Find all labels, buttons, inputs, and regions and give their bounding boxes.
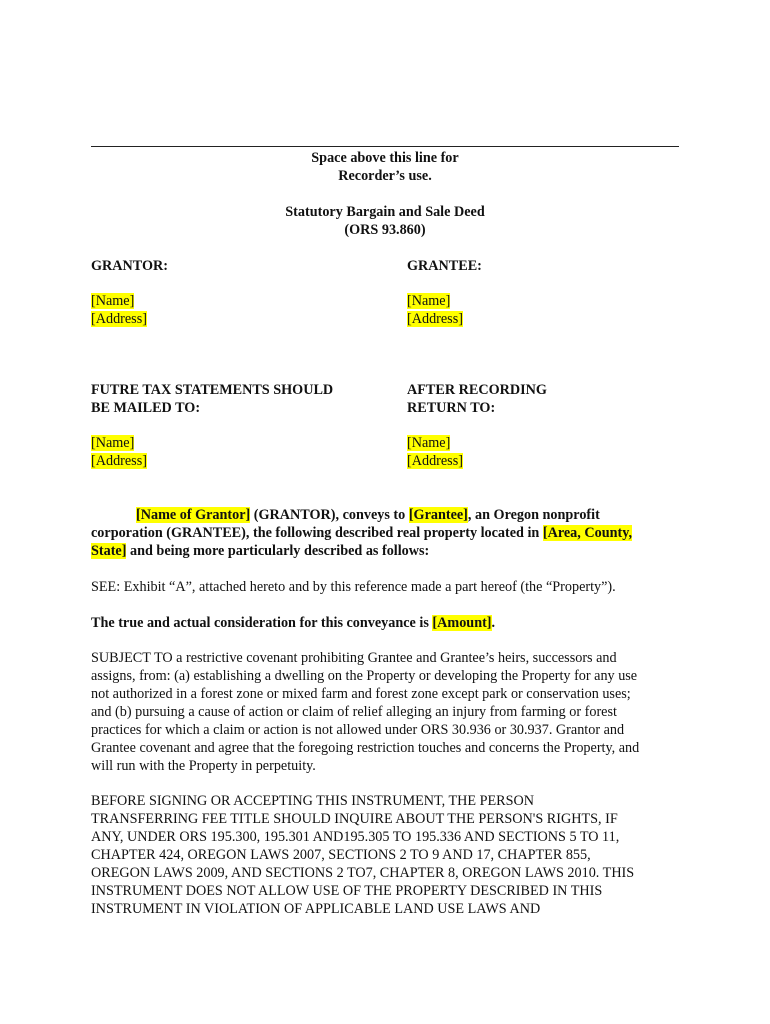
consideration-end: . — [491, 615, 496, 631]
grantor-heading: GRANTOR: — [91, 258, 168, 274]
recorder-divider-line — [91, 146, 679, 147]
area-field-part-1: [Area, County, — [542, 525, 633, 541]
subject-to-line: not authorized in a forest zone or mixed farm and forest zone except park or conservation uses; — [91, 686, 631, 702]
before-signing-line: CHAPTER 424, OREGON LAWS 2007, SECTIONS 2 TO 9 AND 17, CHAPTER 855, — [91, 847, 591, 863]
tax-statements-section — [91, 381, 381, 470]
conveyance-text-2: , an Oregon nonprofit — [467, 507, 600, 523]
area-field-part-2: State] — [91, 543, 127, 559]
document-title-line-2: (ORS 93.860) — [344, 222, 426, 238]
grantee-name-field: [Grantee] — [408, 507, 468, 523]
recorder-note-line-2: Recorder’s use. — [338, 168, 432, 184]
grantor-name-field: [Name of Grantor] — [136, 507, 251, 523]
recorder-note-line-1: Space above this line for — [311, 150, 459, 166]
document-title-line-1: Statutory Bargain and Sale Deed — [285, 204, 485, 220]
tax-name-placeholder: [Name] — [91, 435, 135, 451]
after-recording-heading-line-1: AFTER RECORDING — [407, 382, 547, 398]
amount-field: [Amount] — [432, 615, 492, 631]
see-exhibit-text: SEE: Exhibit “A”, attached hereto and by this reference made a part hereof (the “Property”). — [91, 579, 616, 595]
document-title — [185, 203, 585, 239]
conveyance-text-1: (GRANTOR), conveys to — [250, 507, 409, 523]
before-signing-line: TRANSFERRING FEE TITLE SHOULD INQUIRE ABOUT THE PERSON'S RIGHTS, IF — [91, 811, 618, 827]
subject-to-paragraph — [91, 649, 681, 775]
after-recording-heading-line-2: RETURN TO: — [407, 400, 496, 416]
return-address-placeholder: [Address] — [407, 453, 463, 469]
before-signing-line: BEFORE SIGNING OR ACCEPTING THIS INSTRUMENT, THE PERSON — [91, 793, 534, 809]
before-signing-line: ANY, UNDER ORS 195.300, 195.301 AND195.305 TO 195.336 AND SECTIONS 5 TO 11, — [91, 829, 620, 845]
tax-address-placeholder: [Address] — [91, 453, 147, 469]
grantor-section — [91, 257, 381, 328]
after-recording-section — [407, 381, 679, 470]
subject-to-line: practices for which a claim or action is not allowed under ORS 30.936 or 30.937. Grantor and — [91, 722, 625, 738]
conveyance-text-line-2: corporation (GRANTEE), the following described real property located in — [91, 525, 543, 541]
before-signing-line: OREGON LAWS 2009, AND SECTIONS 2 TO7, CHAPTER 8, OREGON LAWS 2010. THIS — [91, 865, 635, 881]
subject-to-line: and (b) pursuing a cause of action or claim of relief alleging an injury from farming or forest — [91, 704, 617, 720]
grantee-section — [407, 257, 679, 328]
grantee-address-placeholder: [Address] — [407, 311, 463, 327]
grantee-heading: GRANTEE: — [407, 258, 482, 274]
tax-statements-heading-line-2: BE MAILED TO: — [91, 400, 201, 416]
consideration-paragraph — [91, 614, 681, 632]
grantee-name-placeholder: [Name] — [407, 293, 451, 309]
conveyance-text-3: and being more particularly described as follows: — [126, 543, 430, 559]
subject-to-line: SUBJECT TO a restrictive covenant prohibiting Grantee and Grantee’s heirs, successors and — [91, 650, 617, 666]
subject-to-line: will run with the Property in perpetuity. — [91, 758, 316, 774]
recorder-note — [235, 149, 535, 185]
see-exhibit-paragraph — [91, 578, 681, 596]
tax-statements-heading-line-1: FUTRE TAX STATEMENTS SHOULD — [91, 382, 334, 398]
before-signing-line: INSTRUMENT IN VIOLATION OF APPLICABLE LAND USE LAWS AND — [91, 901, 541, 917]
subject-to-line: Grantee covenant and agree that the foregoing restriction touches and concerns the Property, and — [91, 740, 640, 756]
conveyance-paragraph — [91, 506, 681, 560]
return-name-placeholder: [Name] — [407, 435, 451, 451]
consideration-text: The true and actual consideration for this conveyance is — [91, 615, 433, 631]
before-signing-paragraph — [91, 792, 681, 918]
before-signing-line: INSTRUMENT DOES NOT ALLOW USE OF THE PROPERTY DESCRIBED IN THIS — [91, 883, 603, 899]
grantor-name-placeholder: [Name] — [91, 293, 135, 309]
grantor-address-placeholder: [Address] — [91, 311, 147, 327]
subject-to-line: assigns, from: (a) establishing a dwelling on the Property or developing the Property for any use — [91, 668, 638, 684]
